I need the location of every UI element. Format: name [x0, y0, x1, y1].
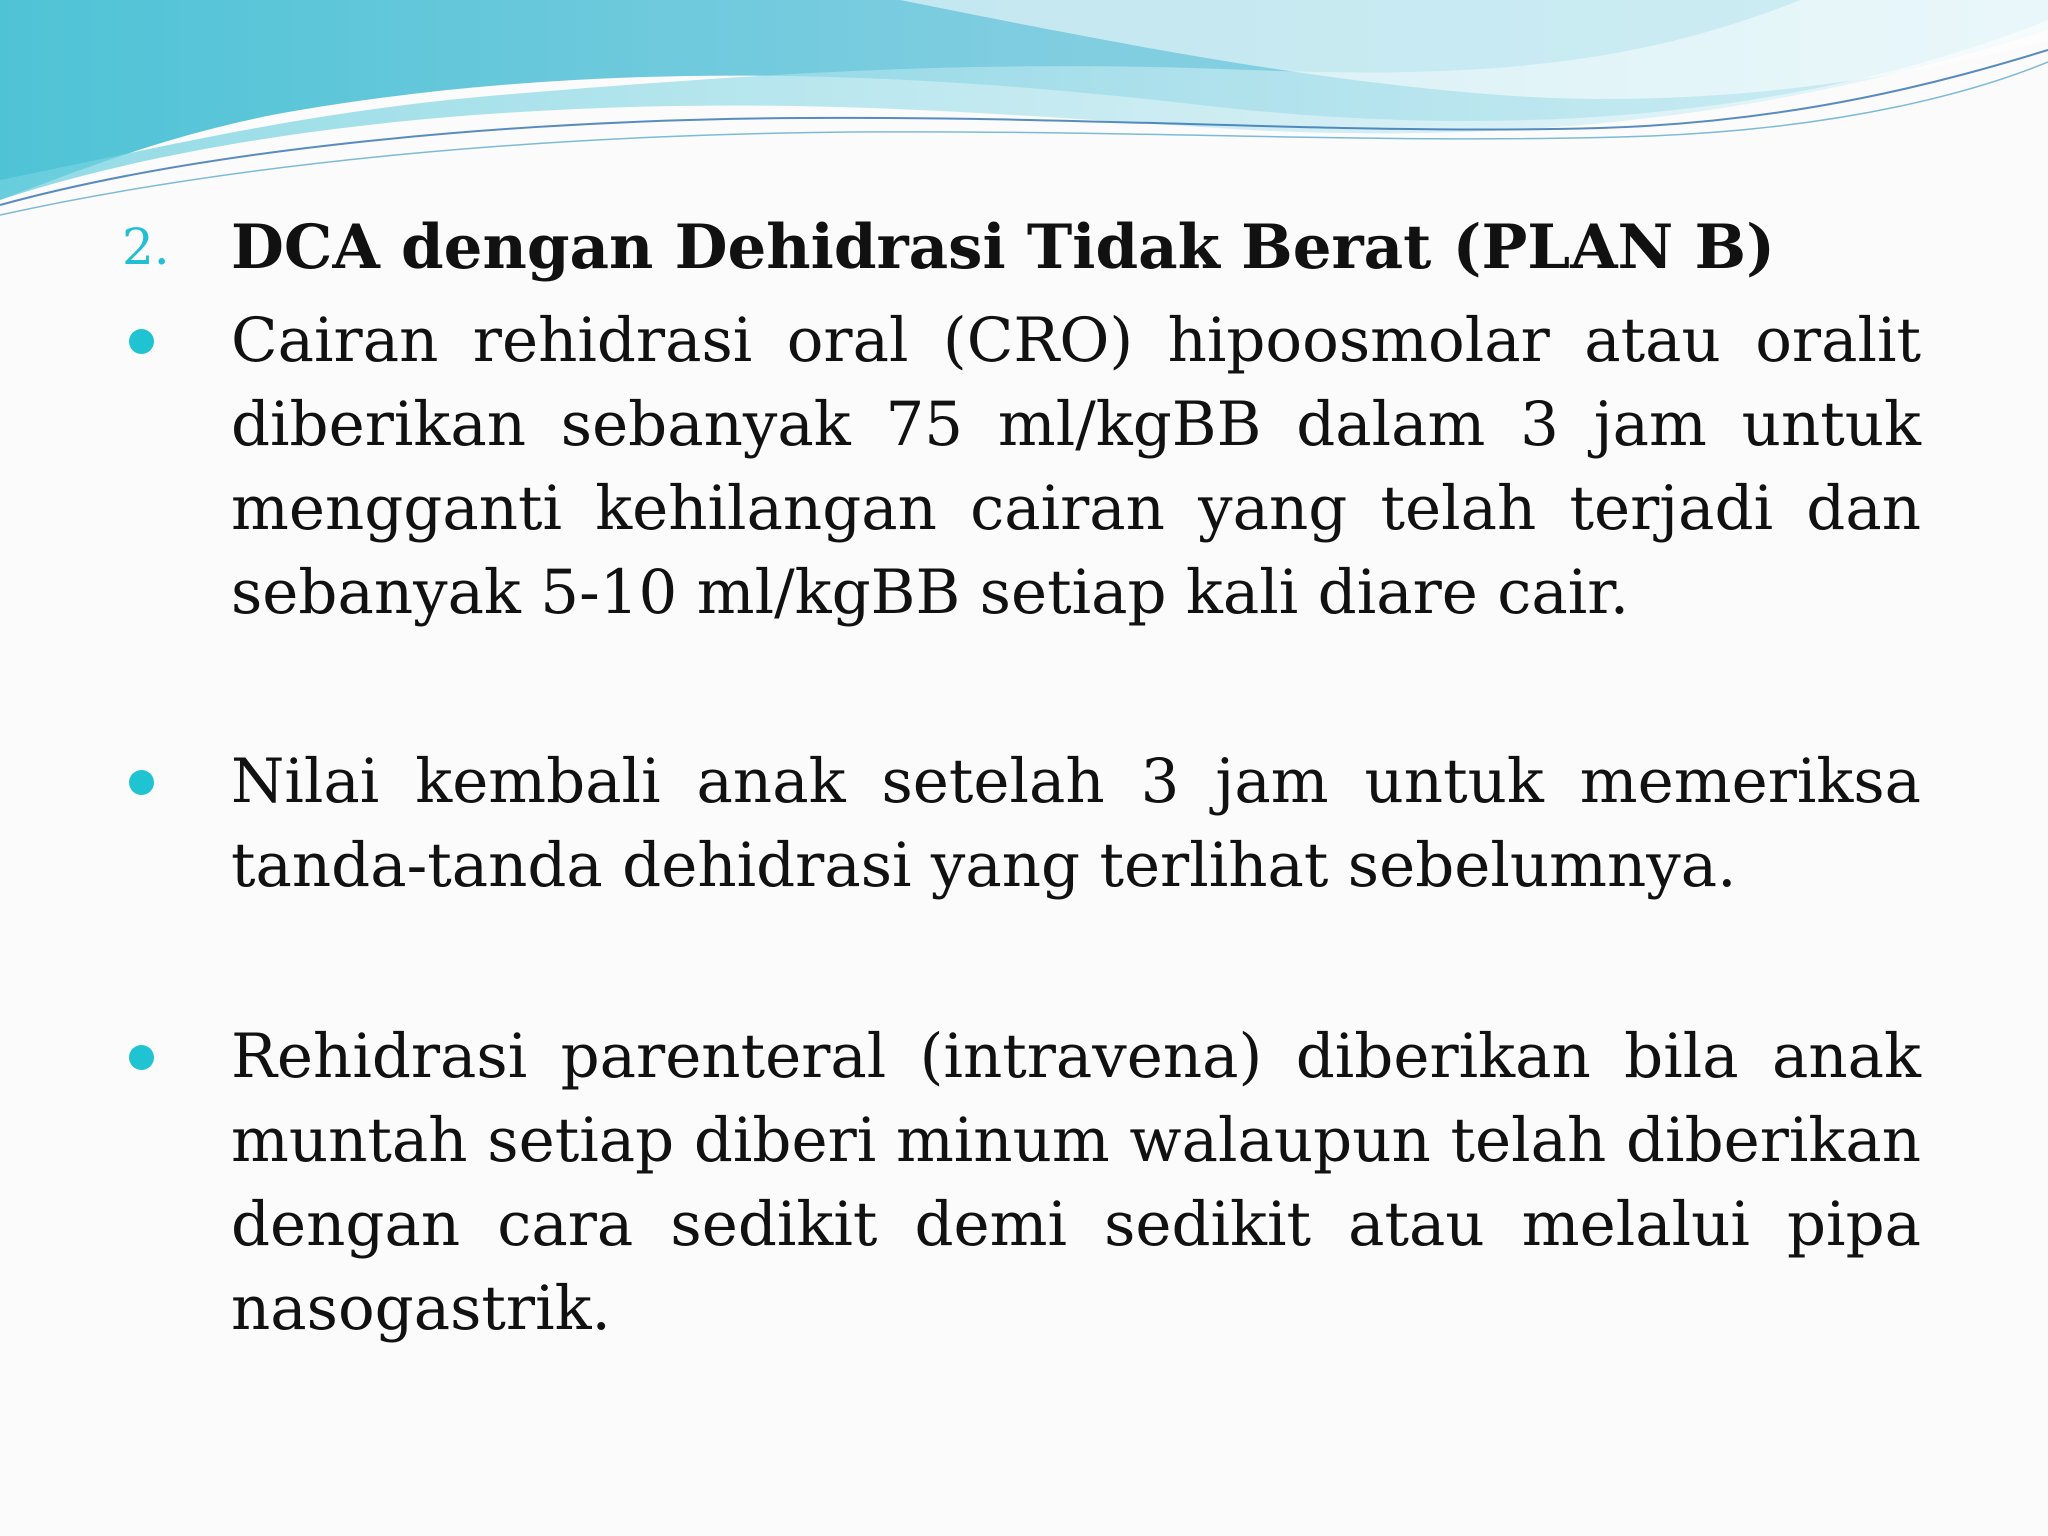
bullet-text: Rehidrasi parenteral (intravena) diberikan bila anak muntah setiap diberi minum walaupun telah diberikan dengan cara sedikit demi sedikit atau melalui pipa nasogastrik. [231, 1021, 1921, 1344]
bullet-text: Nilai kembali anak setelah 3 jam untuk memeriksa tanda-tanda dehidrasi yang terlihat sebelumnya. [231, 746, 1921, 901]
heading-number: 2. [122, 218, 170, 276]
slide-heading: DCA dengan Dehidrasi Tidak Berat (PLAN B) [231, 212, 1775, 283]
bullet-dot-icon [129, 1045, 154, 1070]
bullet-text: Cairan rehidrasi oral (CRO) hipoosmolar atau oralit diberikan sebanyak 75 ml/kgBB dalam 3 jam untuk mengganti kehilangan cairan yang telah terjadi dan sebanyak 5-10 ml/kgBB setiap kali diare cair. [231, 305, 1921, 628]
bullet-dot-icon [129, 770, 154, 795]
bullet-dot-icon [129, 329, 154, 354]
